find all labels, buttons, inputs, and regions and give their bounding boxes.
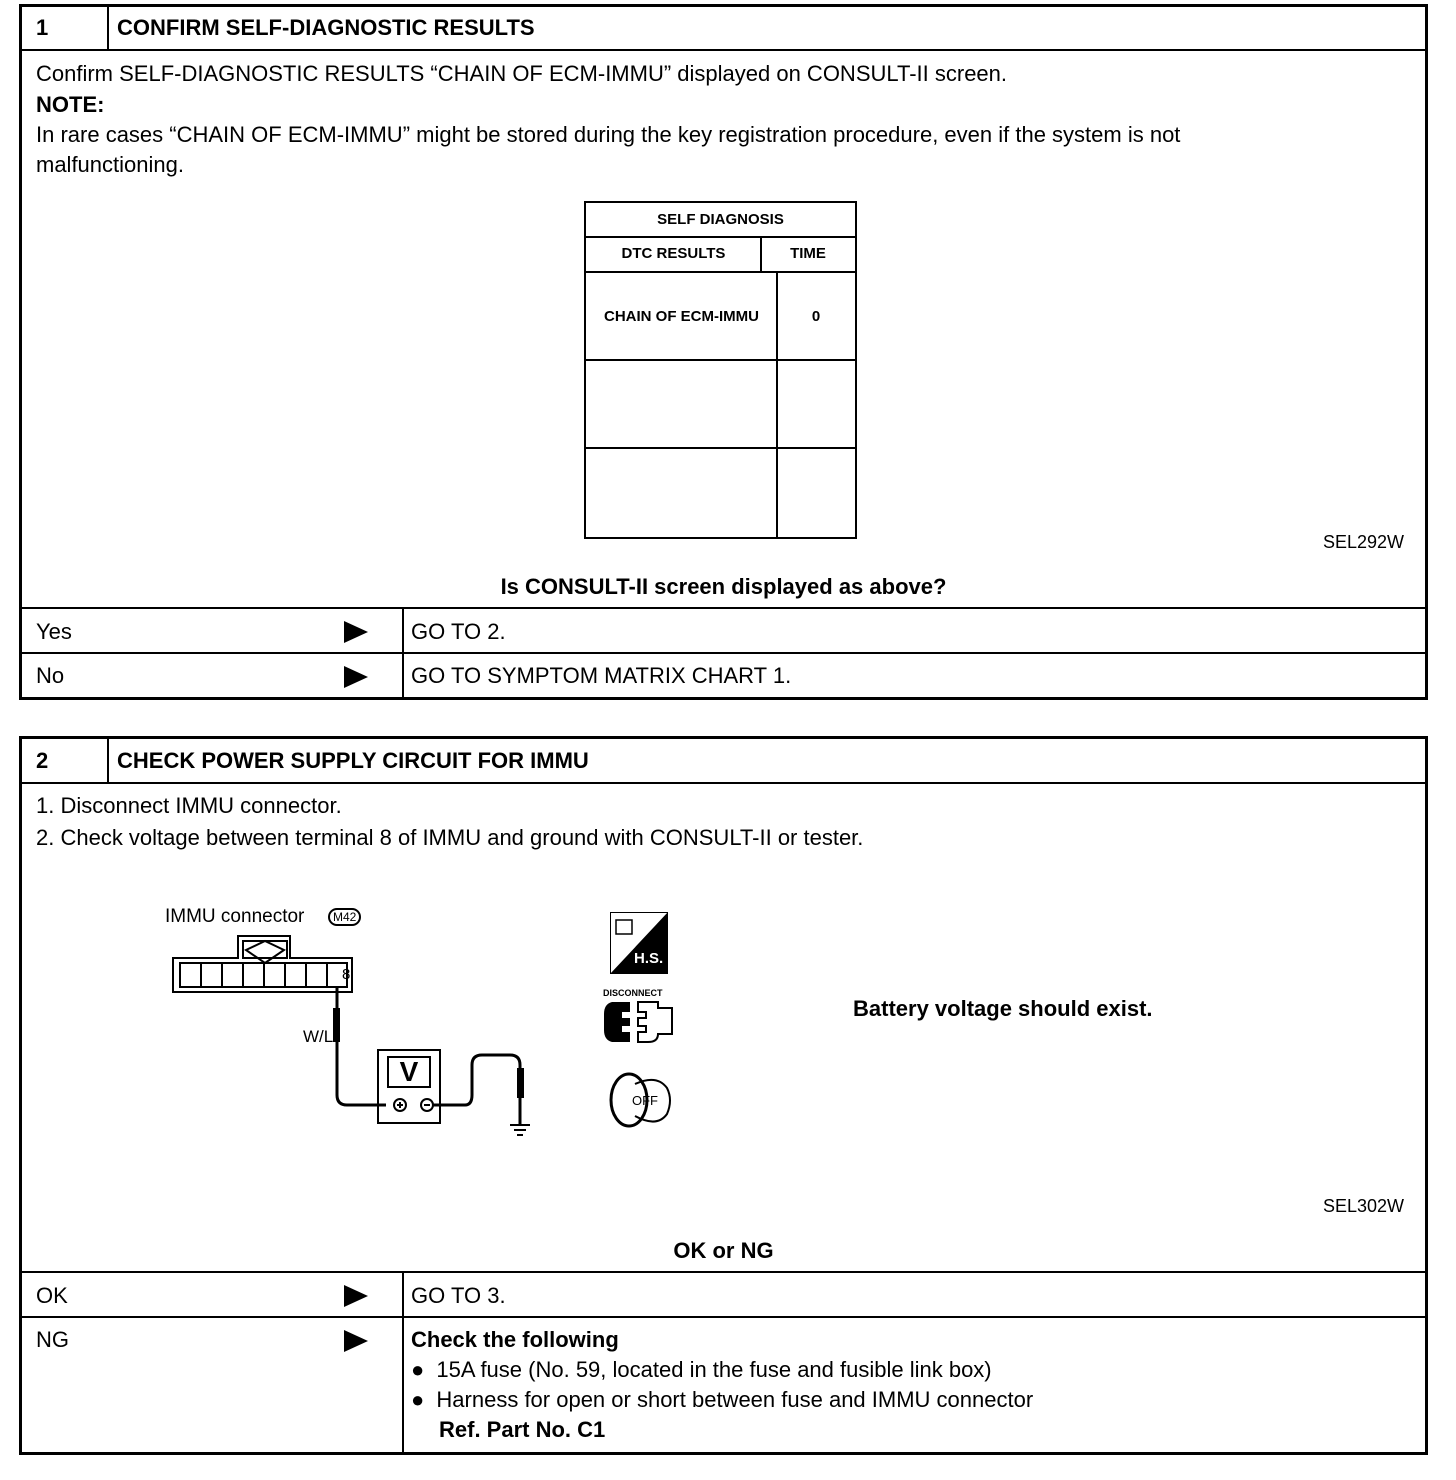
note-text: malfunctioning. [36, 152, 184, 177]
dtc-cell: CHAIN OF ECM-IMMU [604, 308, 759, 325]
arrow-icon [344, 1285, 368, 1307]
wire-color-label: W/L [303, 1027, 334, 1046]
wiring-diagram [150, 890, 700, 1150]
col-header-dtc: DTC RESULTS [621, 245, 726, 262]
disconnect-connector-icon [602, 998, 678, 1046]
divider [19, 49, 1428, 51]
instruction: 1. Disconnect IMMU connector. [36, 793, 342, 818]
disconnect-icon-label: DISCONNECT [603, 988, 663, 998]
table-title: SELF DIAGNOSIS [657, 211, 784, 228]
connector-code-badge: M42 [328, 908, 361, 926]
time-cell: 0 [811, 308, 821, 325]
answer-no-label: No [36, 663, 65, 688]
answer-ok-label: OK [36, 1283, 68, 1308]
answer-ok-action: GO TO 3. [411, 1283, 506, 1308]
step-title: CONFIRM SELF-DIAGNOSTIC RESULTS [117, 15, 535, 40]
note-text: In rare cases “CHAIN OF ECM-IMMU” might be stored during the key registration procedure, even if the system is not [36, 122, 1181, 147]
ng-item-text: Harness for open or short between fuse and IMMU connector [436, 1387, 1034, 1412]
step-title: CHECK POWER SUPPLY CIRCUIT FOR IMMU [117, 748, 589, 773]
specification: Battery voltage should exist. [853, 996, 1153, 1021]
ref-part: Ref. Part No. C1 [439, 1417, 606, 1442]
arrow-icon [344, 1330, 368, 1352]
off-icon-label: OFF [632, 1093, 658, 1108]
ground-probe [517, 1068, 524, 1098]
arrow-icon [344, 666, 368, 688]
hs-icon-label: H.S. [634, 950, 664, 967]
wire-marker [333, 1008, 340, 1042]
connector-label: IMMU connector [165, 906, 305, 927]
ng-list-item: ● Harness for open or short between fuse and IMMU connector [411, 1387, 1034, 1412]
ng-item-text: 15A fuse (No. 59, located in the fuse and fusible link box) [436, 1357, 992, 1382]
answer-yes-action: GO TO 2. [411, 619, 506, 644]
question: OK or NG [673, 1238, 774, 1263]
note-label: NOTE: [36, 92, 105, 117]
divider [107, 4, 109, 50]
answer-ng-label: NG [36, 1327, 69, 1352]
terminal-number: 8 [342, 966, 351, 983]
instruction: Confirm SELF-DIAGNOSTIC RESULTS “CHAIN OF ECM-IMMU” displayed on CONSULT-II screen. [36, 61, 1008, 86]
arrow-icon [344, 621, 368, 643]
answer-no-action: GO TO SYMPTOM MATRIX CHART 1. [411, 663, 792, 688]
answer-yes-label: Yes [36, 619, 72, 644]
step-number: 2 [36, 748, 49, 773]
figure-code: SEL292W [1323, 532, 1405, 552]
figure-code: SEL302W [1323, 1196, 1405, 1216]
ng-title: Check the following [411, 1327, 619, 1352]
self-diagnosis-table [584, 201, 857, 539]
instruction: 2. Check voltage between terminal 8 of IMMU and ground with CONSULT-II or tester. [36, 825, 864, 850]
meter-symbol: V [399, 1056, 419, 1087]
ng-list-item: ● 15A fuse (No. 59, located in the fuse and fusible link box) [411, 1357, 992, 1382]
step-number: 1 [36, 15, 49, 40]
question: Is CONSULT-II screen displayed as above? [500, 574, 947, 599]
col-header-time: TIME [790, 245, 826, 262]
